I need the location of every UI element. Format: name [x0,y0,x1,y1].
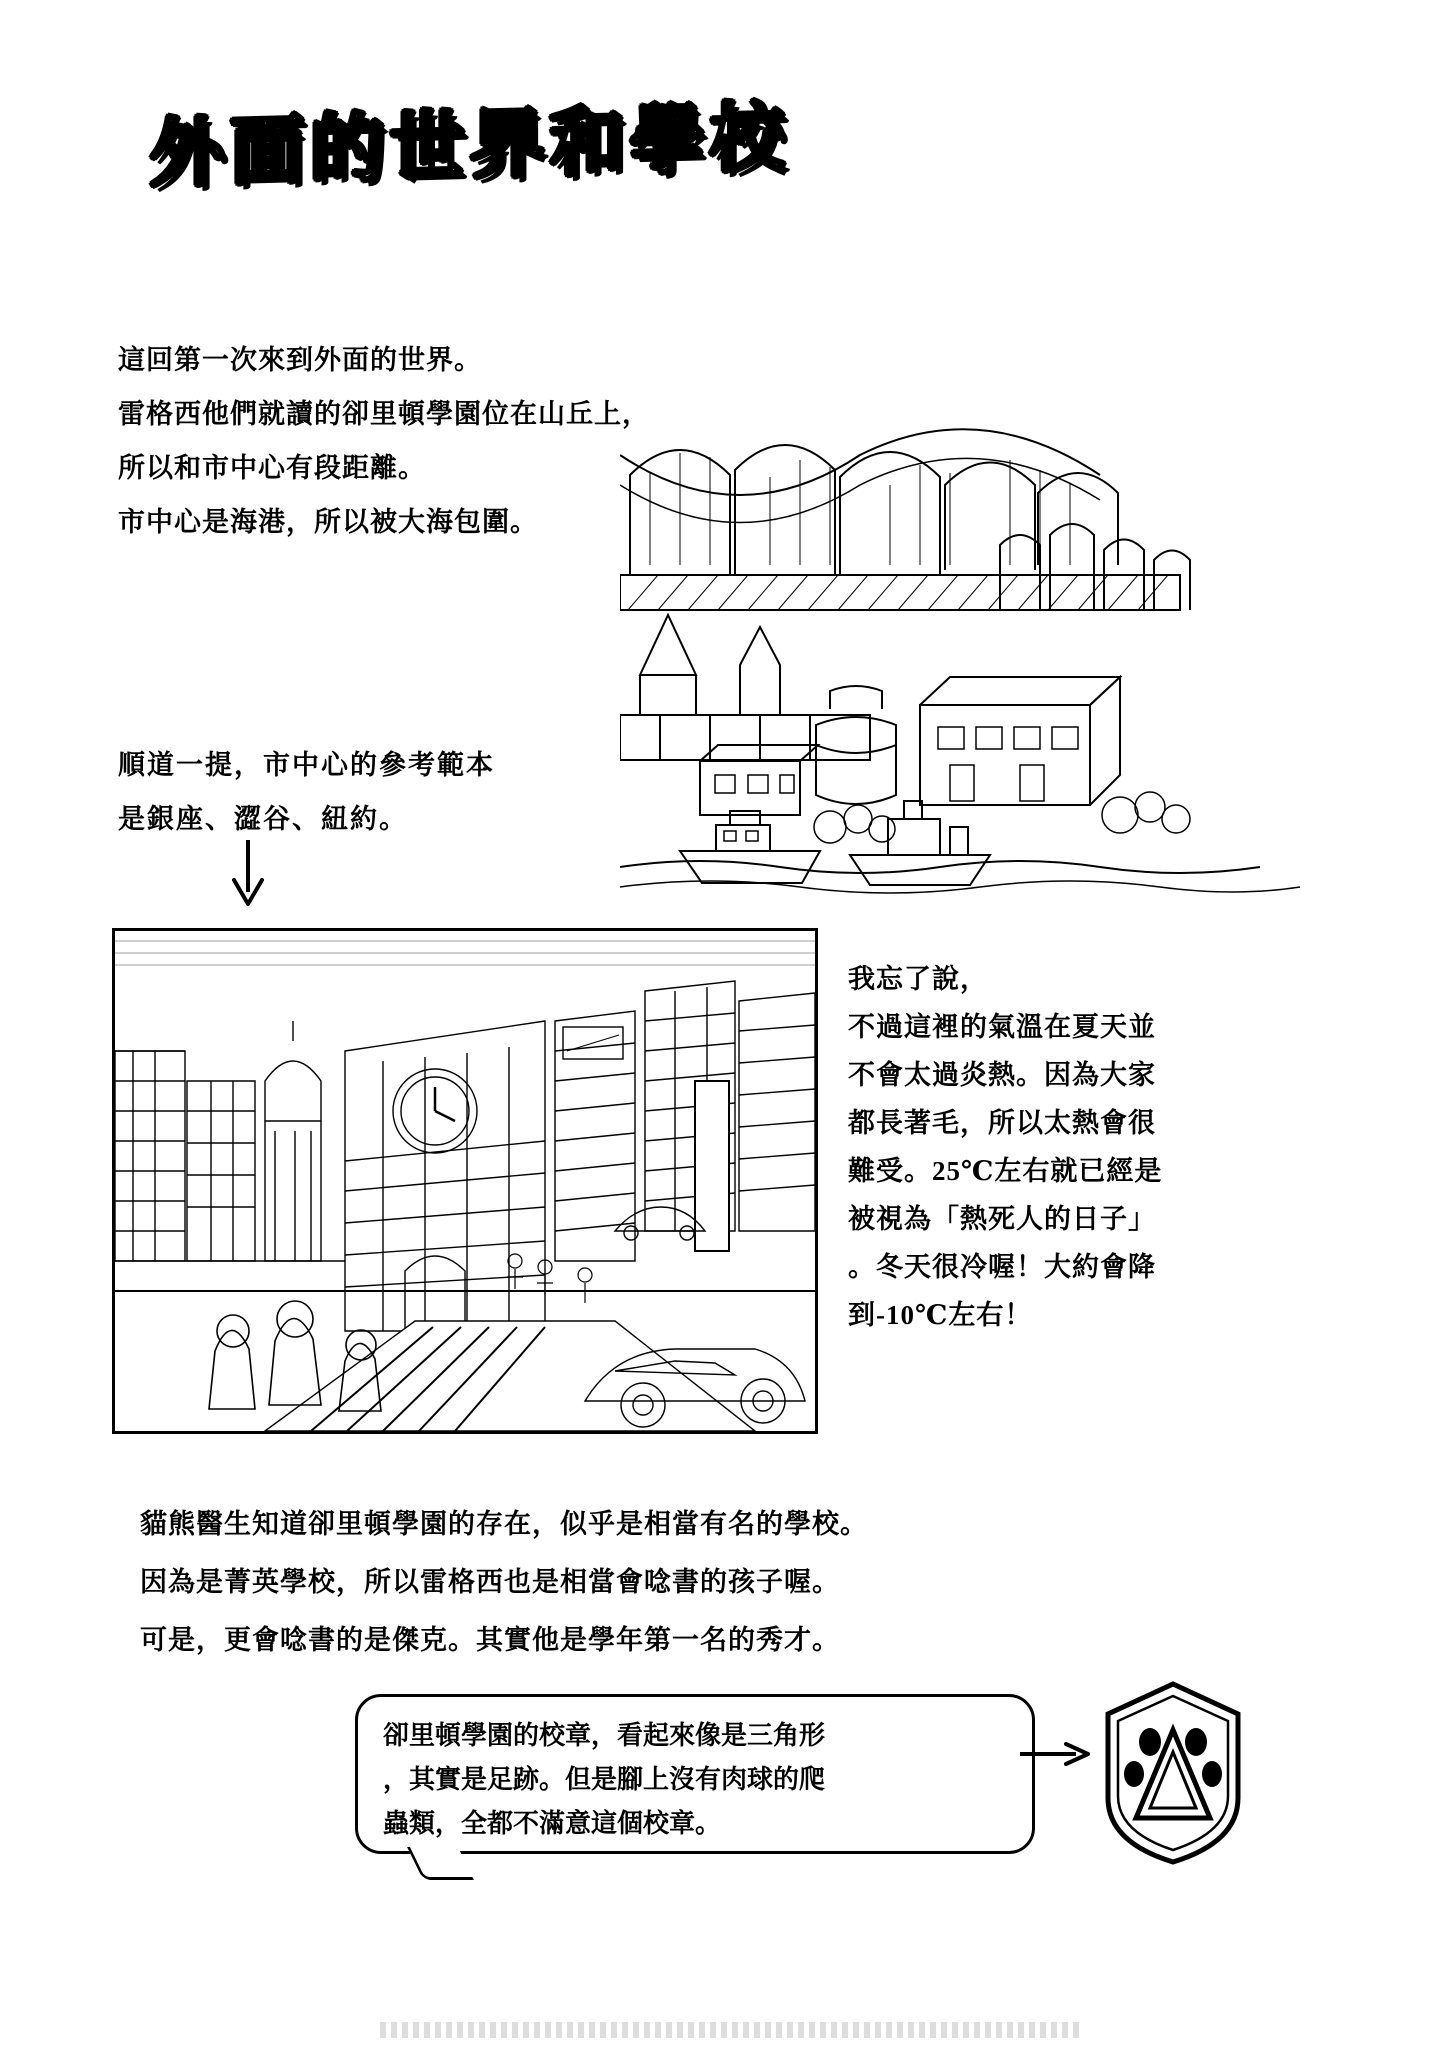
weather-paragraph [848,955,1318,1339]
city-illustration-frame [112,928,818,1434]
city-illustration [115,931,815,1431]
harbor-illustration [620,415,1300,895]
weather-line-8: 到-10℃左右！ [848,1300,1033,1330]
intro-line-4: 市中心是海港，所以被大海包圍。 [118,507,538,537]
crest-note-line-1: 卻里頓學園的校章，看起來像是三角形 [383,1721,826,1750]
crest-note-bubble [355,1694,1035,1854]
weather-line-1: 我忘了說， [848,964,988,994]
intro-line-1: 這回第一次來到外面的世界。 [118,345,482,375]
weather-line-5: 難受。25℃左右就已經是 [848,1156,1163,1186]
reference-note-line-1: 順道一提，市中心的參考範本 [118,750,495,780]
crest-note-line-2: ，其實是足跡。但是腳上沒有肉球的爬 [383,1765,826,1794]
school-paragraph [140,1495,1240,1669]
reference-note-line-2: 是銀座、澀谷、紐約。 [118,804,408,834]
school-line-1: 貓熊醫生知道卻里頓學園的存在，似乎是相當有名的學校。 [140,1509,868,1539]
school-line-3: 可是，更會唸書的是傑克。其實他是學年第一名的秀才。 [140,1625,840,1655]
weather-line-4: 都長著毛，所以太熱會很 [848,1108,1156,1138]
crest-note-line-3: 蟲類，全都不滿意這個校章。 [383,1809,722,1838]
page-title: 外面的世界和學校 [150,94,790,198]
reference-note [118,738,638,846]
page-footer-strip [380,2022,1080,2038]
intro-line-2: 雷格西他們就讀的卻里頓學園位在山丘上， [118,399,650,429]
down-arrow-icon [228,838,268,906]
bubble-text [383,1714,1015,1846]
intro-line-3: 所以和市中心有段距離。 [118,453,426,483]
weather-line-2: 不過這裡的氣溫在夏天並 [848,1012,1156,1042]
weather-line-6: 被視為「熱死人的日子」 [848,1204,1156,1234]
weather-line-7: 。冬天很冷喔！大約會降 [848,1252,1156,1282]
school-crest-icon [1098,1678,1248,1868]
school-line-2: 因為是菁英學校，所以雷格西也是相當會唸書的孩子喔。 [140,1567,840,1597]
right-arrow-icon [1020,1742,1090,1766]
weather-line-3: 不會太過炎熱。因為大家 [848,1060,1156,1090]
